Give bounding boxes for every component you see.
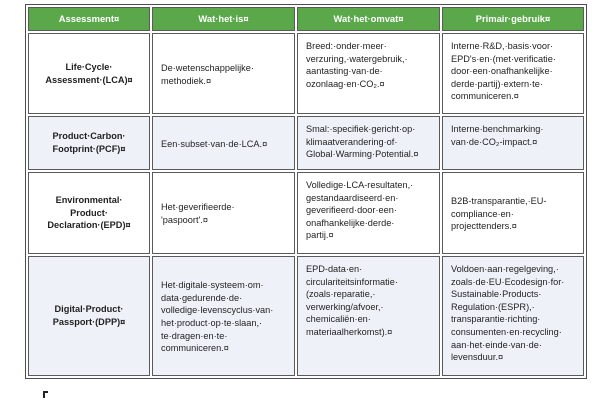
table-row-pcf [28,116,584,170]
row-label: Digital·Product· Passport·(DPP)¤ [28,256,150,376]
table-cell: Interne·R&D,·basis·voor· EPD's·en·(met·verificatie· door·een·onafhankelijke· derde·partij)·extern·te· communiceren.¤ [442,33,584,114]
header-primair-gebruik: Primair·gebruik¤ [442,7,584,31]
table-cell: Breed:·onder·meer· verzuring,·watergebruik,· aantasting·van·de· ozonlaag·en·CO₂.¤ [297,33,440,114]
table-cell: B2B-transparantie,·EU- compliance·en· projecttenders.¤ [442,172,584,254]
header-row [28,7,584,31]
header-wat-het-omvat: Wat·het·omvat¤ [297,7,440,31]
table-cell: Smal:·specifiek·gericht·op· klimaatverandering·of· Global·Warming·Potential.¤ [297,116,440,170]
table-row-lca [28,33,584,114]
header-wat-het-is: Wat·het·is¤ [152,7,295,31]
table-cell: Het·geverifieerde· 'paspoort'.¤ [152,172,295,254]
table-cell: De·wetenschappelijke· methodiek.¤ [152,33,295,114]
table-cell: EPD-data·en· circulariteitsinformatie· (zoals·reparatie,· verwerking/afvoer,· chemicaliën·en· materiaalherkomst).¤ [297,256,440,376]
table-cell: Een·subset·van·de·LCA.¤ [152,116,295,170]
comparison-table [25,4,587,379]
row-label: Product·Carbon· Footprint·(PCF)¤ [28,116,150,170]
table-row-epd [28,172,584,254]
paragraph-anchor-icon [43,391,48,398]
table-cell: Interne·benchmarking· van·de·CO₂-impact.¤ [442,116,584,170]
row-label: Life·Cycle· Assessment·(LCA)¤ [28,33,150,114]
table-row-dpp [28,256,584,376]
header-assessment: Assessment¤ [28,7,150,31]
row-label: Environmental· Product· Declaration·(EPD)¤ [28,172,150,254]
table-cell: Volledige·LCA-resultaten,· gestandaardiseerd·en· geverifieerd·door·een· onafhankelijke·derde· partij.¤ [297,172,440,254]
table-cell: Het·digitale·systeem·om· data·gedurende·de· volledige·levenscyclus·van· het·product·op·te·slaan,· te·dragen·en·te· communiceren.¤ [152,256,295,376]
table-cell: Voldoen·aan·regelgeving,· zoals·de·EU·Ecodesign·for· Sustainable·Products· Regulation·(ESPR),· transparantie·richting· consumenten·en·recycling· aan·het·einde·van·de· levensduur.¤ [442,256,584,376]
